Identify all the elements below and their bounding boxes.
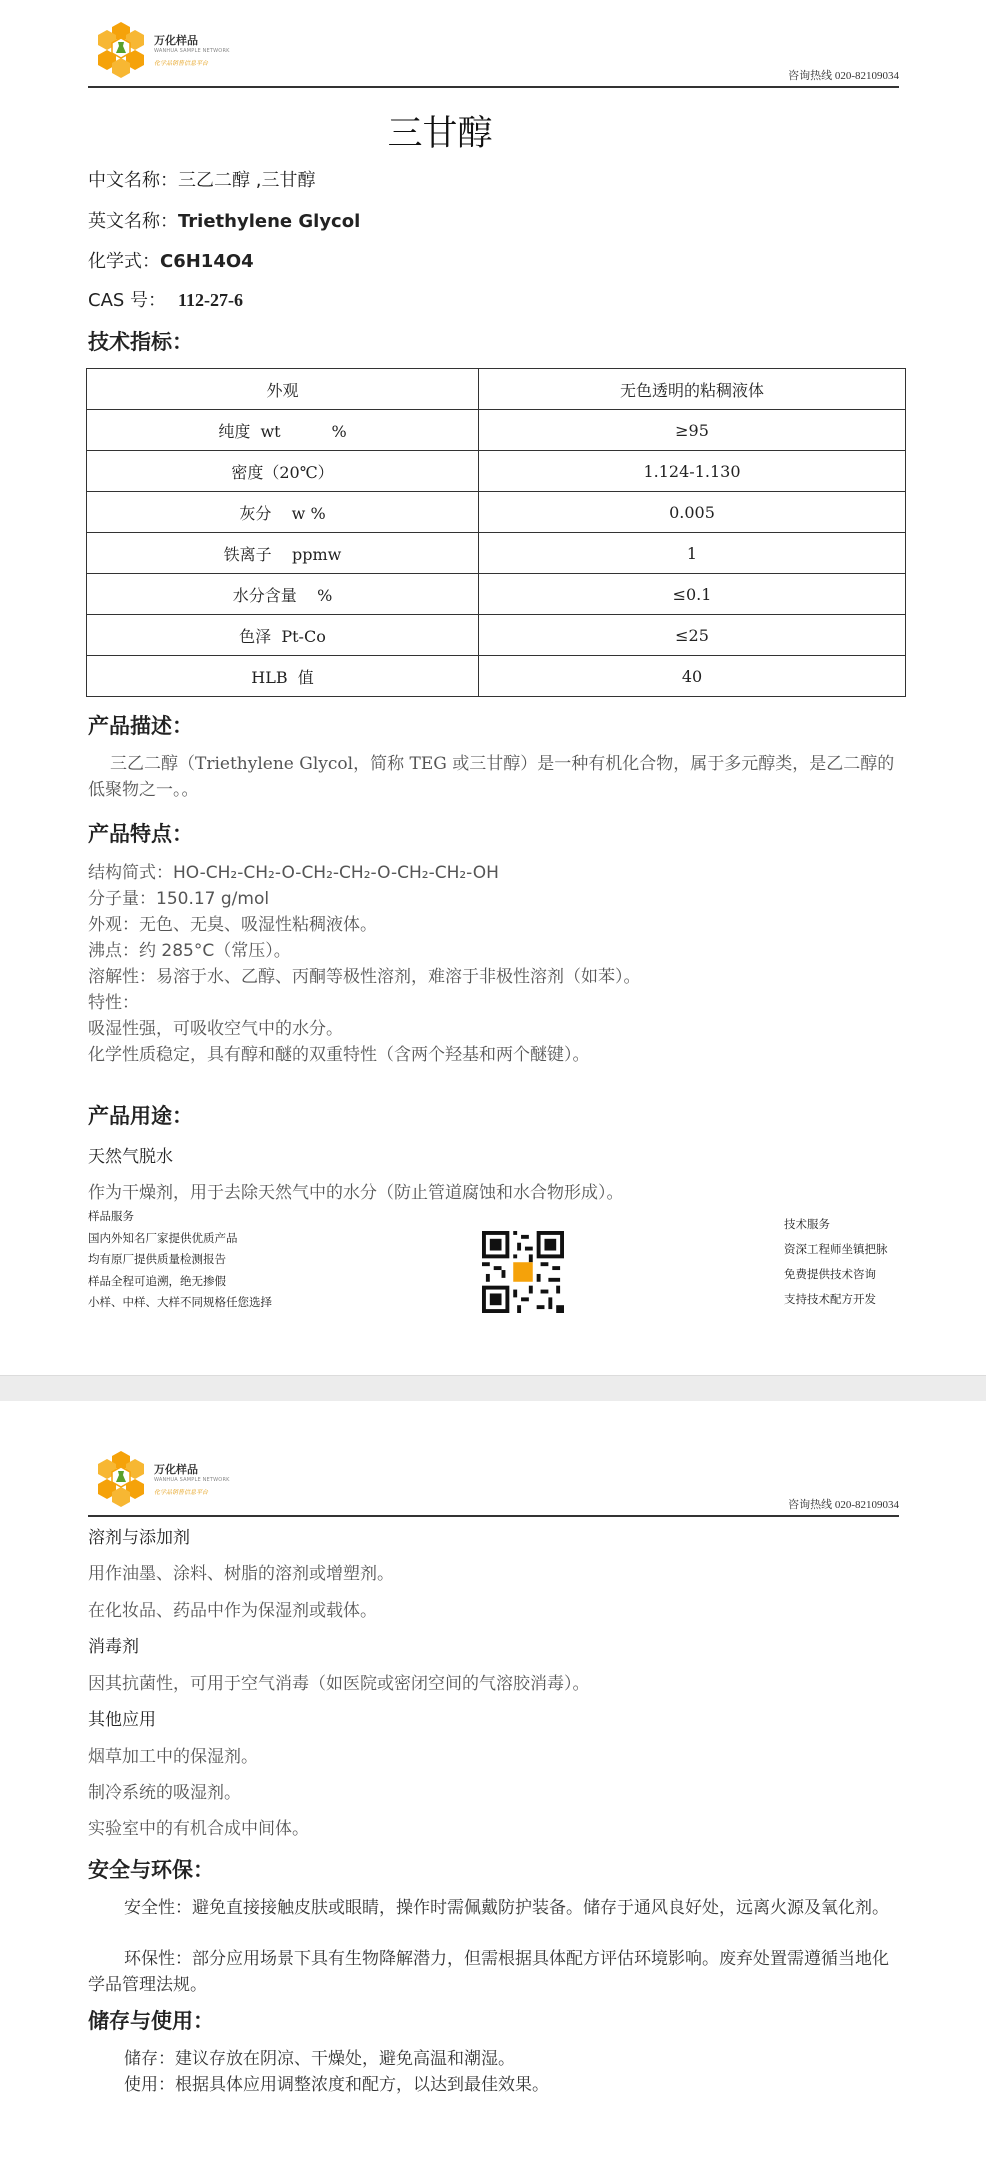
spec-row — [87, 369, 906, 410]
feature-line: 沸点：约 285°C（常压）。 — [88, 941, 291, 961]
spec-item: 灰分 w % — [87, 492, 479, 533]
spec-row — [87, 533, 906, 574]
feature-line: 分子量：150.17 g/mol — [88, 889, 270, 909]
safety-text: 安全性：避免直接接触皮肤或眼睛，操作时需佩戴防护装备。储存于通风良好处，远离火源及氧化剂。 — [124, 1898, 889, 1918]
spec-value: 无色透明的粘稠液体 — [479, 369, 906, 410]
tech-service-title: 技术服务 — [784, 1217, 830, 1231]
spec-value: ≤0.1 — [479, 574, 906, 615]
feature-line: 特性： — [88, 993, 139, 1013]
usage-solvent-line: 在化妆品、药品中作为保湿剂或载体。 — [88, 1601, 377, 1621]
spec-value: 1.124-1.130 — [479, 451, 906, 492]
features-section-title: 产品特点： — [88, 822, 193, 846]
use-text: 使用：根据具体应用调整浓度和配方，以达到最佳效果。 — [124, 2075, 549, 2095]
honeycomb-logo-icon — [92, 20, 150, 78]
usage-other-line: 烟草加工中的保湿剂。 — [88, 1747, 258, 1767]
feature-line: 化学性质稳定，具有醇和醚的双重特性（含两个羟基和两个醚键）。 — [88, 1045, 590, 1065]
feature-line: 外观：无色、无臭、吸湿性粘稠液体。 — [88, 915, 377, 935]
usage-other-line: 实验室中的有机合成中间体。 — [88, 1819, 309, 1839]
sample-service-title: 样品服务 — [88, 1209, 134, 1223]
feature-line: 溶解性：易溶于水、乙醇、丙酮等极性溶剂，难溶于非极性溶剂（如苯）。 — [88, 967, 641, 987]
usage-other-title: 其他应用 — [88, 1710, 156, 1730]
qr-code-icon — [482, 1231, 564, 1313]
page-title: 三甘醇 — [387, 114, 493, 154]
chinese-name-row: 中文名称：三乙二醇 ,三甘醇 — [88, 170, 316, 191]
usage-gas-title: 天然气脱水 — [88, 1147, 173, 1167]
usage-solvent-title: 溶剂与添加剂 — [88, 1528, 190, 1548]
spec-row — [87, 451, 906, 492]
formula-row: 化学式：C6H14O4 — [88, 251, 254, 272]
page-header — [88, 20, 899, 88]
spec-value: 0.005 — [479, 492, 906, 533]
brand-logo — [92, 1449, 232, 1509]
spec-row — [87, 492, 906, 533]
spec-row — [87, 574, 906, 615]
spec-row — [87, 615, 906, 656]
tech-service-item: 资深工程师坐镇把脉 — [784, 1242, 888, 1256]
spec-value: 40 — [479, 656, 906, 697]
spec-item: 色泽 Pt-Co — [87, 615, 479, 656]
sample-service-item: 均有原厂提供质量检测报告 — [88, 1252, 226, 1266]
usage-gas-text: 作为干燥剂，用于去除天然气中的水分（防止管道腐蚀和水合物形成）。 — [88, 1183, 624, 1203]
page-2 — [0, 1401, 986, 2184]
usage-disinfect-title: 消毒剂 — [88, 1637, 139, 1657]
brand-name: 万化样品 — [154, 1463, 198, 1476]
description-text: 三乙二醇（Triethylene Glycol，简称 TEG 或三甘醇）是一种有机化合物，属于多元醇类，是乙二醇的低聚物之一。。 — [88, 754, 895, 800]
spec-table — [86, 368, 906, 697]
spec-section-title: 技术指标： — [88, 330, 193, 354]
cas-row: CAS 号： 112-27-6 — [88, 290, 244, 311]
sample-service-item: 小样、中样、大样不同规格任您选择 — [88, 1295, 272, 1309]
feature-line: 吸湿性强，可吸收空气中的水分。 — [88, 1019, 343, 1039]
usage-disinfect-text: 因其抗菌性，可用于空气消毒（如医院或密闭空间的气溶胶消毒）。 — [88, 1674, 590, 1694]
spec-value: ≤25 — [479, 615, 906, 656]
page-gap — [0, 1375, 986, 1402]
brand-subtitle: WANHUA SAMPLE NETWORK — [154, 48, 230, 54]
brand-subtitle: WANHUA SAMPLE NETWORK — [154, 1477, 230, 1483]
tech-service-item: 支持技术配方开发 — [784, 1292, 876, 1306]
storage-text: 储存：建议存放在阴凉、干燥处，避免高温和潮湿。 — [124, 2049, 515, 2069]
english-name-row: 英文名称：Triethylene Glycol — [88, 211, 361, 232]
spec-item: 外观 — [87, 369, 479, 410]
brand-tagline: 化学品销售信息平台 — [154, 1489, 209, 1496]
brand-tagline: 化学品销售信息平台 — [154, 60, 209, 67]
spec-item: 纯度 wt % — [87, 410, 479, 451]
spec-value: 1 — [479, 533, 906, 574]
honeycomb-logo-icon — [92, 1449, 150, 1507]
hotline-text: 咨询热线 020-82109034 — [788, 1499, 899, 1511]
spec-item: HLB 值 — [87, 656, 479, 697]
sample-service-item: 样品全程可追溯，绝无掺假 — [88, 1273, 226, 1288]
usage-solvent-line: 用作油墨、涂料、树脂的溶剂或增塑剂。 — [88, 1564, 394, 1584]
hotline-text: 咨询热线 020-82109034 — [788, 70, 899, 82]
sample-service-item: 国内外知名厂家提供优质产品 — [88, 1230, 238, 1245]
spec-value: ≥95 — [479, 410, 906, 451]
usage-other-line: 制冷系统的吸湿剂。 — [88, 1783, 241, 1803]
storage-section-title: 储存与使用： — [88, 2009, 214, 2033]
spec-item: 水分含量 % — [87, 574, 479, 615]
tech-service-item: 免费提供技术咨询 — [784, 1267, 876, 1281]
brand-logo — [92, 20, 232, 80]
spec-item: 密度（20℃） — [87, 451, 479, 492]
page-header — [88, 1449, 899, 1517]
safety-section-title: 安全与环保： — [88, 1858, 214, 1882]
brand-name: 万化样品 — [154, 34, 198, 47]
feature-line: 结构简式：HO-CH₂-CH₂-O-CH₂-CH₂-O-CH₂-CH₂-OH — [88, 863, 499, 883]
spec-row — [87, 410, 906, 451]
spec-item: 铁离子 ppmw — [87, 533, 479, 574]
usage-section-title: 产品用途： — [88, 1104, 193, 1128]
environment-text: 环保性：部分应用场景下具有生物降解潜力，但需根据具体配方评估环境影响。废弃处置需遵循当地化学品管理法规。 — [88, 1949, 889, 1995]
spec-row — [87, 656, 906, 697]
description-section-title: 产品描述： — [88, 714, 193, 738]
